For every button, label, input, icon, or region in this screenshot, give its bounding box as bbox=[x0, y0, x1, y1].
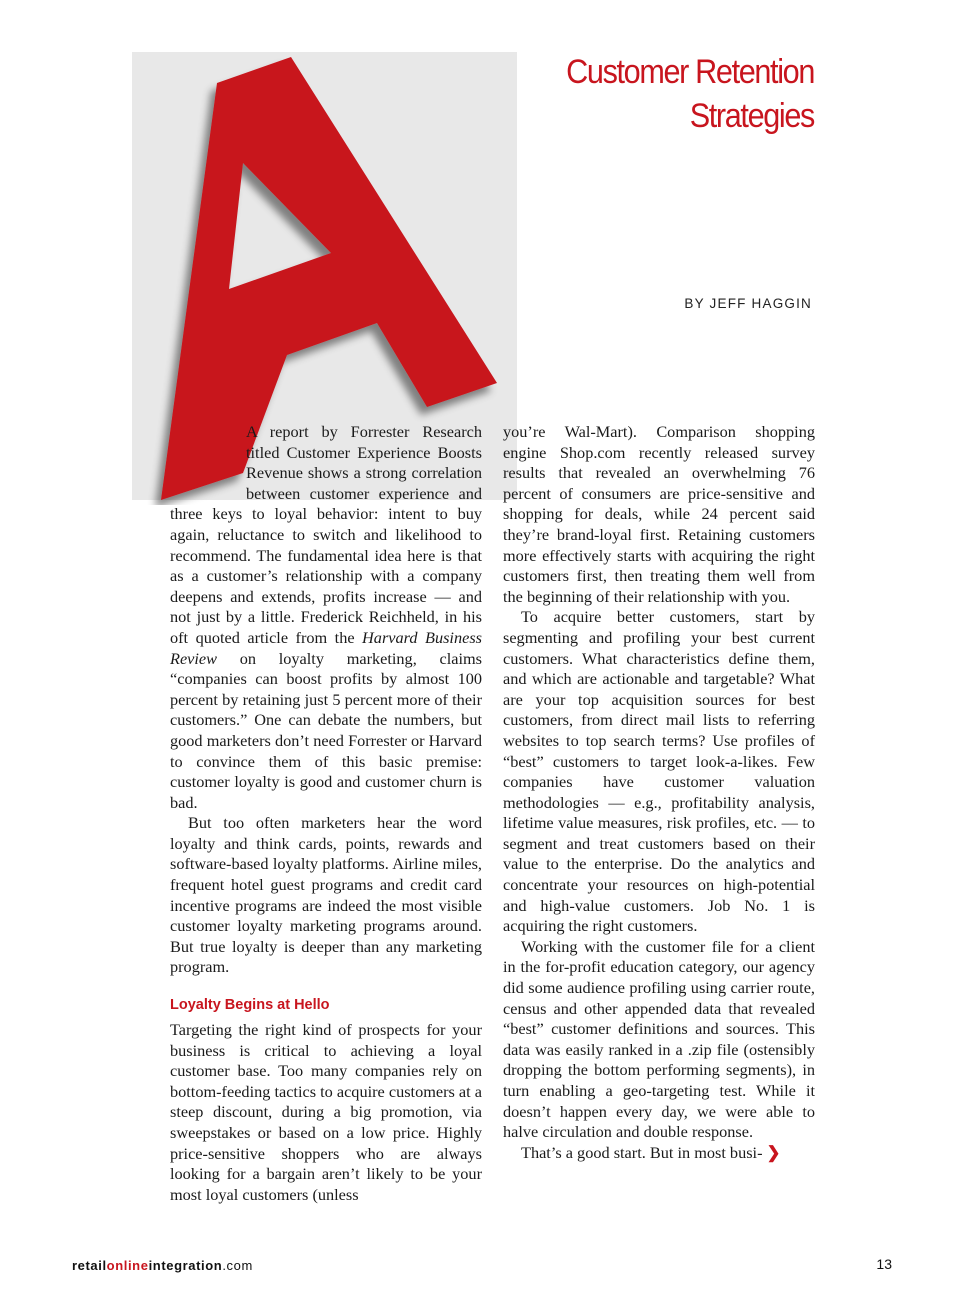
url-part-retail: retail bbox=[72, 1258, 107, 1273]
right-paragraph-3: Working with the customer file for a client in the for-profit education category, our agency did some audience profiling using carrier route, census and other appended data that revealed “best” customer definitions and sources. This data was easily ranked in a .zip file (ostensibly dropping the bottom performing segments), in turn enabling a geo-targeting test. While it doesn’t happen every day, we were able to halve circulation and double response. bbox=[503, 936, 815, 1142]
drop-cap-spacer bbox=[170, 422, 246, 504]
left-paragraph-3: Targeting the right kind of prospects for your business is critical to achieving a loyal customer base. Too many companies rely on bottom-feeding tactics to acquire customers at a steep discount, during a big promotion, via sweepstakes or based on a low price. Highly price-sensitive shoppers who are always looking for a bargain aren’t likely to be your most loyal customers (unless bbox=[170, 1020, 482, 1204]
url-part-online: online bbox=[106, 1258, 149, 1273]
right-p4-text: That’s a good start. But in most busi- bbox=[521, 1142, 763, 1162]
url-part-integration: integration bbox=[148, 1258, 223, 1273]
left-paragraph-2: But too often marketers hear the word loyalty and think cards, points, rewards and software-based loyalty platforms. Airline miles, frequent hotel guest programs and credit card incentive programs are indeed the most visible customer loyalty marketing programs around. But true loyalty is deeper than any marketing program. bbox=[170, 813, 482, 977]
left-column bbox=[170, 422, 482, 1205]
article-title bbox=[490, 50, 814, 138]
continue-arrow-icon: ❯ bbox=[766, 1143, 781, 1162]
url-part-tld: .com bbox=[222, 1258, 253, 1273]
right-paragraph-2: To acquire better customers, start by segmenting and profiling your best current customers. What characteristics define them, and which are actionable and targetable? What are your top acquisition sources for best customers, from direct mail lists to referring websites to top search terms? Use profiles of “best” customers to target look-a-likes. Few companies have customer valuation methodologies — e.g., profitability analysis, lifetime value measures, risk profiles, etc. — to segment and treat customers based on their value to the enterprise. Do the analytics and concentrate your resources on high-potential and high-value customers. Job No. 1 is acquiring the right customers. bbox=[503, 607, 815, 936]
left-p1-end: on loyalty marketing, claims “companies can boost profits by almost 100 percent by retaining just 5 percent more of their customers.” One can debate the numbers, but good marketers don’t need Forrester or Harvard to convince them of this basic premise: customer loyalty is good and customer churn is bad. bbox=[170, 648, 482, 812]
right-column bbox=[503, 422, 815, 1163]
footer-website bbox=[72, 1258, 253, 1273]
title-line-1: Customer Retention bbox=[566, 53, 814, 91]
publication-name: Harvard Business Review bbox=[170, 627, 482, 668]
right-paragraph-1: you’re Wal-Mart). Comparison shopping engine Shop.com recently released survey results that revealed an overwhelming 76 percent of consumers are price-sensitive and shopping for deals, while 24 percent said they’re brand-loyal first. Retaining customers more effectively starts with acquiring the right customers first, then treating them well from the beginning of their relationship with you. bbox=[503, 422, 815, 606]
section-subhead: Loyalty Begins at Hello bbox=[170, 997, 330, 1014]
title-line-2: Strategies bbox=[689, 97, 814, 135]
left-p1-text: A report by Forrester Research titled Customer Experience Boosts Revenue shows a strong correlation between customer experience and three keys to loyal behavior: intent to buy again, reluctance to switch and likelihood to recommend. The fundamental idea here is that as a customer’s relationship with a company deepens and extends, profits increase — and not just by a little. Frederick Reichheld, in his oft quoted article from the bbox=[170, 422, 482, 647]
right-paragraph-4 bbox=[503, 1143, 815, 1164]
byline: BY JEFF HAGGIN bbox=[684, 296, 812, 311]
page-number: 13 bbox=[876, 1256, 892, 1272]
